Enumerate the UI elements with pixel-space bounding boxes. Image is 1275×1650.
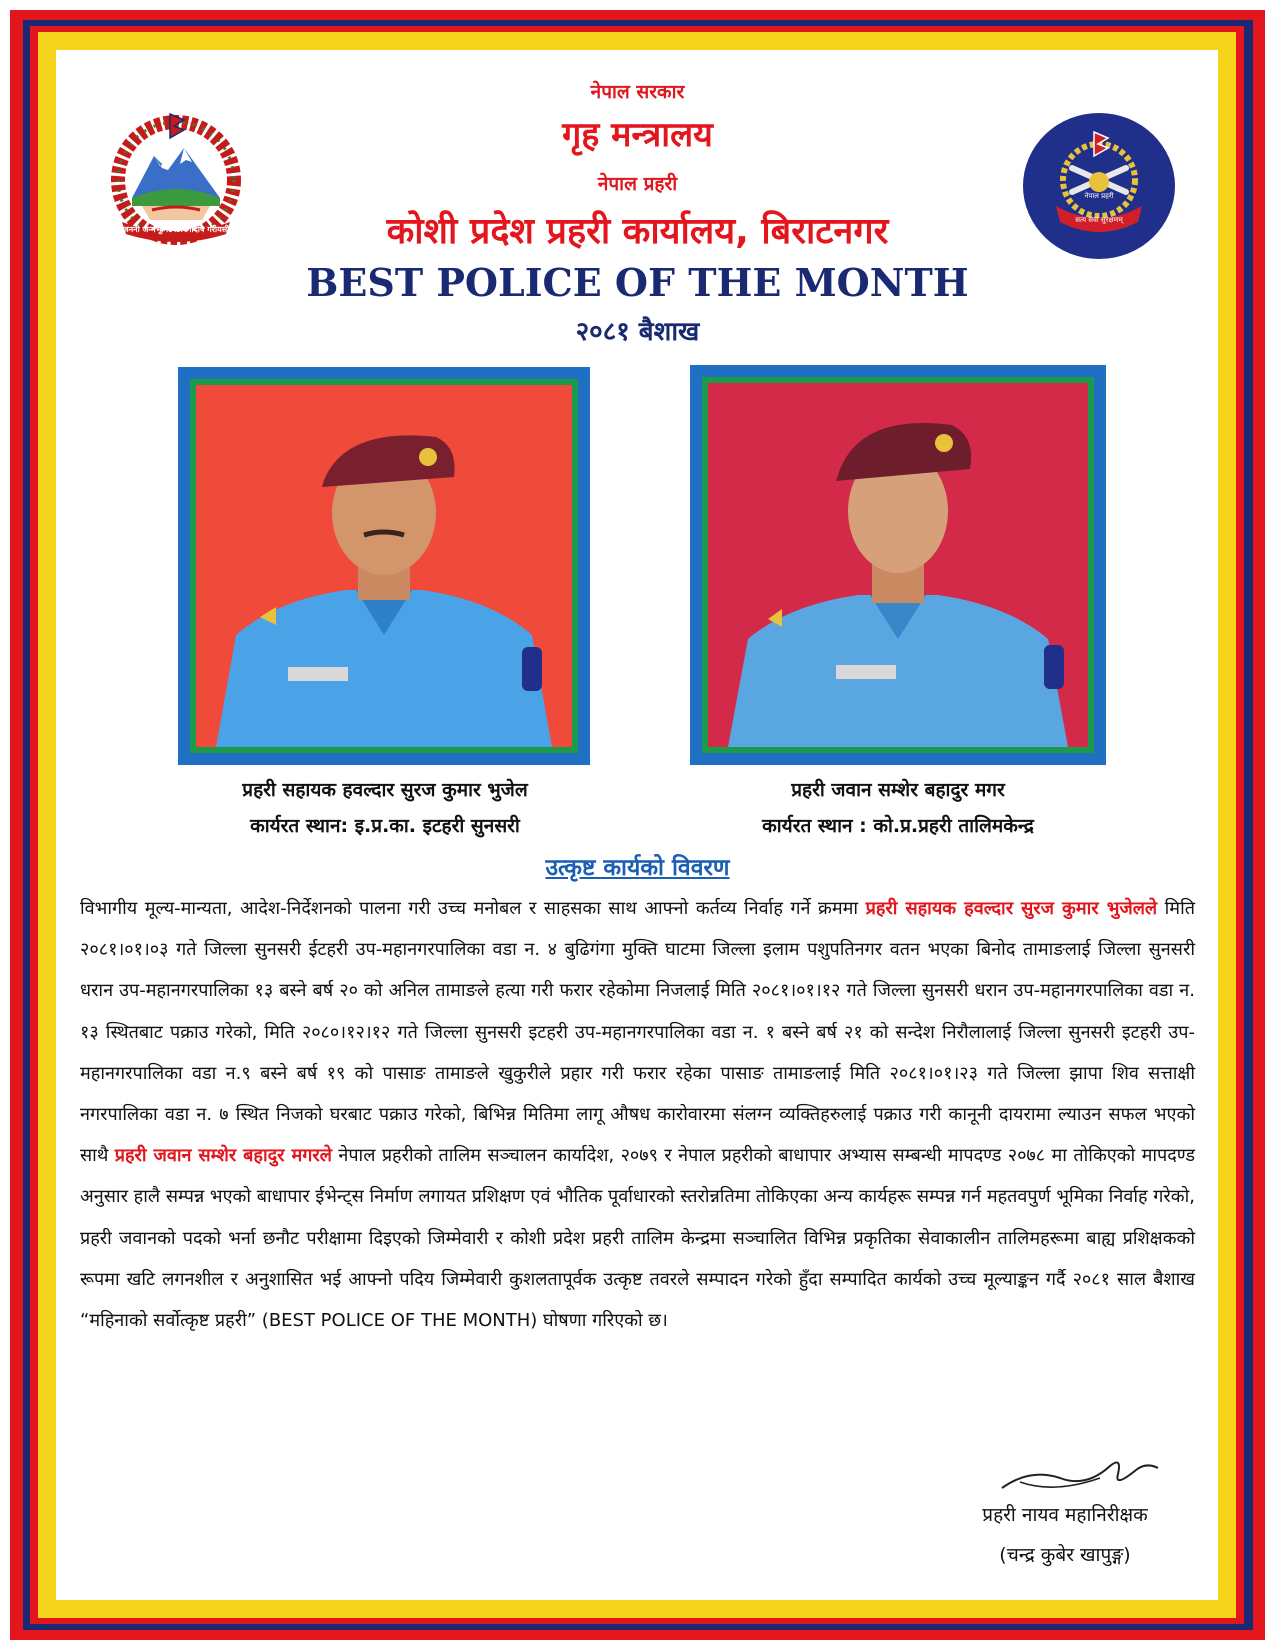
awardee-2-name: प्रहरी जवान सम्शेर बहादुर मगर bbox=[791, 779, 1005, 801]
government-heading: नेपाल सरकार bbox=[590, 81, 685, 103]
police-logo-motto: सत्य सेवा सुरक्षणम् bbox=[1075, 216, 1123, 224]
awardee-photo-frame-2 bbox=[690, 365, 1106, 765]
awardee-1-name: प्रहरी सहायक हवल्दार सुरज कुमार भुजेल bbox=[242, 779, 528, 801]
awardee-2-posting: कार्यरत स्थान : को.प्र.प्रहरी तालिमकेन्द्र bbox=[762, 815, 1034, 837]
award-month: २०८१ बैशाख bbox=[575, 317, 700, 347]
emblem-motto: जननी जन्मभूमिश्च स्वर्गादपि गरीयसी bbox=[122, 225, 230, 234]
details-text-2: मिति २०८१।०१।०३ गते जिल्ला सुनसरी ईटहरी उप-महानगरपालिका वडा न. ४ बुढिगंगा मुक्ति घाटमा जिल्ला इलाम पशुपतिनगर वतन भएका बिनोद तामाङलाई जिल्ला सुनसरी धरान उप-महानगरपालिका १३ बस्ने बर्ष २० को अनिल तामाङले हत्या गरी फरार रहेकोमा निजलाई मिति २०८१।०१।१२ गते जिल्ला सुनसरी धरान उप-महानगरपालिका वडा न. १३ स्थितबाट पक्राउ गरेको, मिति २०८०।१२।१२ गते जिल्ला सुनसरी इटहरी उप-महानगरपालिका वडा न. १ बस्ने बर्ष २१ को सन्देश निरौलालाई जिल्ला सुनसरी इटहरी उप-महानगरपालिका वडा न.९ बस्ने बर्ष १९ को पासाङ तामाङले खुकुरीले प्रहार गरी फरार रहेका पासाङ तामाङलाई मिति २०८१।०१।२३ गते जिल्ला झापा शिव सत्ताक्षी नगरपालिका वडा न. ७ स्थित निजको घरबाट पक्राउ गरेको, बिभिन्न मितिमा लागू औषध कारोवारमा संलग्न व्यक्तिहरुलाई पक्राउ गरी कानूनी दायरामा ल्याउन सफल भएको साथै bbox=[80, 898, 1195, 1167]
highlight-awardee-1: प्रहरी सहायक हवल्दार सुरज कुमार भुजेलले bbox=[865, 898, 1158, 919]
award-title: BEST POLICE OF THE MONTH bbox=[306, 260, 969, 305]
signatory-name: (चन्द्र कुबेर खापुङ्ग) bbox=[999, 1544, 1131, 1566]
details-text-3: नेपाल प्रहरीको तालिम सञ्चालन कार्यादेश, २०७९ र नेपाल प्रहरीको बाधापार अभ्यास सम्बन्धी मापदण्ड २०७८ मा तोकिएको मापदण्ड अनुसार हालै सम्पन्न भएको बाधापार ईभेन्ट्स निर्माण लगायत प्रशिक्षण एवं भौतिक पूर्वाधारको स्तरोन्नतिमा तोकिएका अन्य कार्यहरू सम्पन्न गर्न महतवपुर्ण भूमिका निर्वाह गरेको, प्रहरी जवानको पदको भर्ना छनौट परीक्षामा दिइएको जिम्मेवारी र कोशी प्रदेश प्रहरी तालिम केन्द्रमा सञ्चालित विभिन्न प्रकृतिका सेवाकालीन तालिमहरूमा बाह्य प्रशिक्षकको रूपमा खटि लगनशील र अनुशासित भई आफ्नो पदिय जिम्मेवारी कुशलतापूर्वक उत्कृष्ट तवरले सम्पादन गरेको हुँदा सम्पादित कार्यको उच्च मूल्याङ्कन गर्दै २०८१ साल बैशाख “महिनाको सर्वोत्कृष्ट प्रहरी” (BEST POLICE OF THE MONTH) घोषणा गरिएको छ। bbox=[80, 1145, 1195, 1332]
details-text-1: विभागीय मूल्य-मान्यता, आदेश-निर्देशनको पालना गरी उच्च मनोबल र साहसका साथ आफ्नो कर्तव्य निर्वाह गर्ने क्रममा bbox=[80, 898, 866, 919]
ministry-heading: गृह मन्त्रालय bbox=[562, 115, 713, 155]
awardee-1-posting: कार्यरत स्थान: इ.प्र.का. इटहरी सुनसरी bbox=[250, 815, 520, 837]
details-paragraph bbox=[80, 888, 1195, 1341]
police-heading: नेपाल प्रहरी bbox=[597, 173, 678, 195]
awardee-photo-frame-1 bbox=[178, 367, 590, 765]
awardee-2-caption bbox=[668, 772, 1128, 844]
police-logo-label: नेपाल प्रहरी bbox=[1084, 192, 1114, 200]
signatory-designation: प्रहरी नायव महानिरीक्षक bbox=[982, 1504, 1148, 1526]
office-heading: कोशी प्रदेश प्रहरी कार्यालय, बिराटनगर bbox=[386, 211, 889, 252]
awardee-photo-1 bbox=[196, 385, 572, 747]
signatory-block bbox=[940, 1495, 1190, 1575]
details-title: उत्कृष्ट कार्यको विवरण bbox=[545, 855, 730, 881]
awardee-photo-2 bbox=[708, 383, 1088, 747]
highlight-awardee-2: प्रहरी जवान सम्शेर बहादुर मगरले bbox=[114, 1145, 332, 1167]
awardee-1-caption bbox=[150, 772, 620, 844]
